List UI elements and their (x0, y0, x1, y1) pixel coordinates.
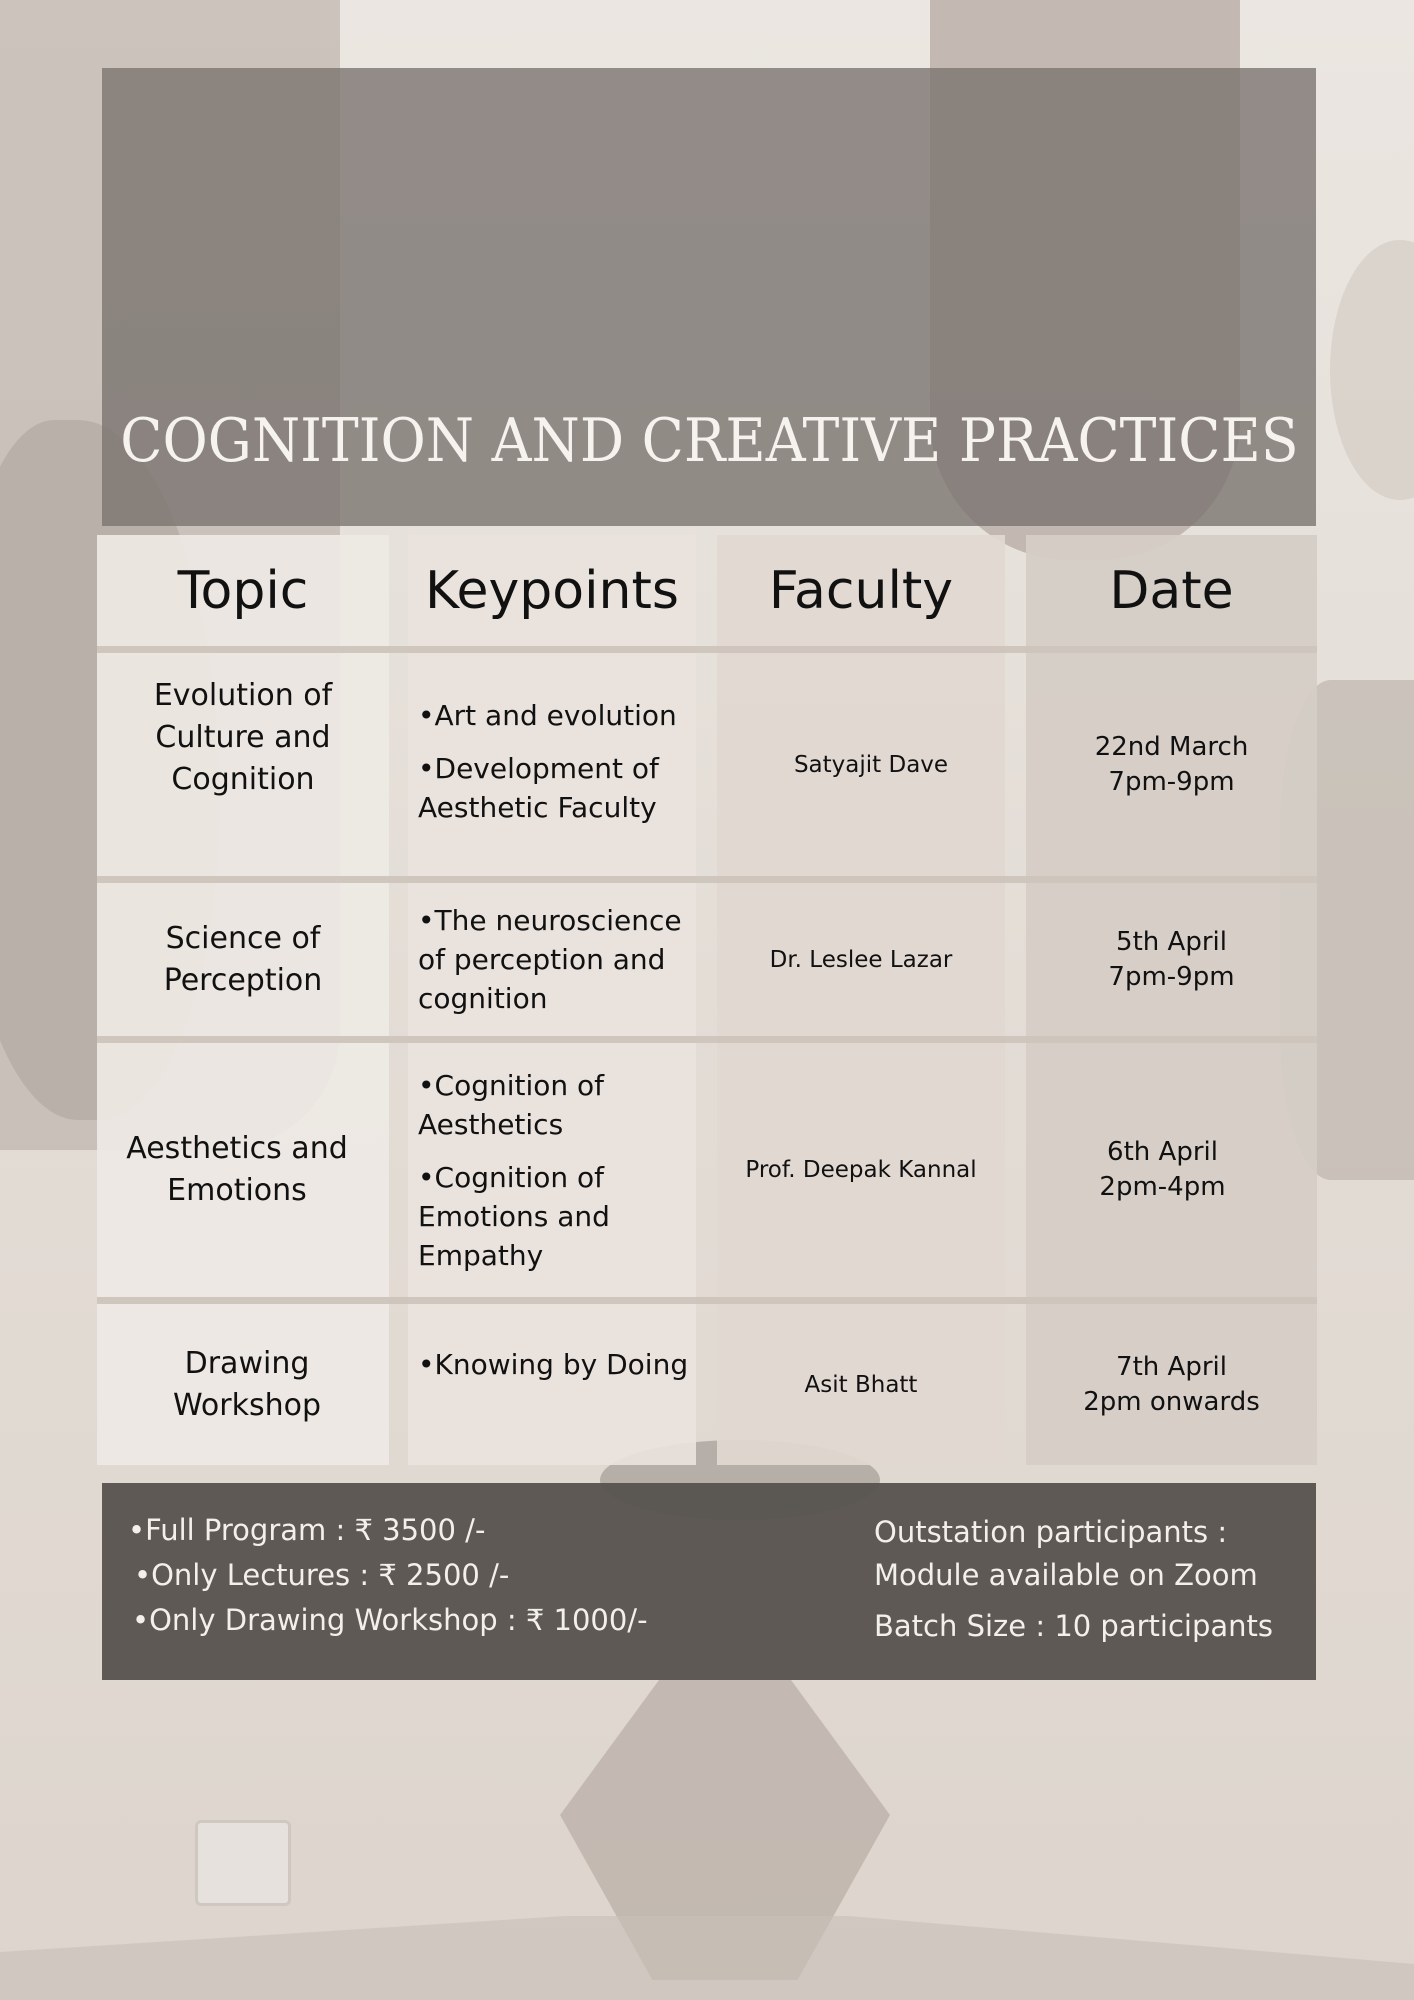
keypoint-line: of perception and (418, 943, 666, 976)
table-row-topic (97, 1304, 397, 1465)
price-drawing-workshop: •Only Drawing Workshop : ₹ 1000/- (132, 1603, 648, 1637)
date-text: 5th April (1116, 926, 1227, 957)
time-text: 7pm-9pm (1108, 766, 1235, 797)
table-row-faculty: Prof. Deepak Kannal (745, 1157, 977, 1183)
table-row-topic (97, 653, 389, 823)
background-socket (195, 1820, 291, 1906)
keypoint-line: Emotions and (418, 1199, 610, 1233)
keypoint-line: •Knowing by Doing (418, 1347, 689, 1381)
price-lectures: •Only Lectures : ₹ 2500 /- (134, 1558, 510, 1592)
keypoint-line: Empathy (418, 1238, 544, 1272)
topic-line: Perception (163, 962, 323, 998)
topic-line: Culture and (155, 720, 331, 755)
header-date: Date (1109, 560, 1234, 621)
batch-size: Batch Size : 10 participants (874, 1609, 1274, 1643)
header-faculty: Faculty (768, 560, 954, 621)
time-text: 2pm onwards (1083, 1386, 1260, 1417)
table-row-keypoints (408, 1304, 696, 1424)
row-divider (97, 646, 1317, 653)
pricing-footer (102, 1483, 1316, 1680)
topic-line: Workshop (172, 1387, 321, 1423)
keypoint-line: Aesthetics (418, 1107, 564, 1141)
topic-line: Science of (165, 920, 321, 956)
table-row-keypoints (408, 1043, 696, 1297)
table-row-date (1026, 883, 1317, 1036)
keypoint-line: cognition (418, 982, 548, 1015)
page-title: COGNITION AND CREATIVE PRACTICES (119, 406, 1299, 476)
topic-line: Aesthetics and (126, 1131, 348, 1166)
row-divider (97, 1036, 1317, 1043)
table-row-topic (97, 883, 389, 1036)
topic-line: Evolution of (153, 678, 333, 713)
keypoint-line: •The neuroscience (418, 904, 682, 937)
price-full-program: •Full Program : ₹ 3500 /- (128, 1513, 486, 1547)
table-row-faculty: Asit Bhatt (804, 1371, 918, 1398)
row-divider (97, 876, 1317, 883)
time-text: 2pm-4pm (1099, 1172, 1226, 1202)
keypoint-line: Aesthetic Faculty (418, 790, 657, 824)
table-row-faculty: Dr. Leslee Lazar (769, 946, 953, 973)
table-row-keypoints (408, 883, 696, 1036)
zoom-note: Module available on Zoom (874, 1558, 1258, 1592)
keypoint-line: •Cognition of (418, 1160, 605, 1194)
outstation-label: Outstation participants : (874, 1515, 1228, 1549)
date-text: 6th April (1107, 1137, 1218, 1167)
keypoint-line: •Art and evolution (418, 698, 677, 732)
date-text: 7th April (1116, 1351, 1227, 1382)
schedule-table (97, 535, 1317, 1465)
table-row-date (1026, 653, 1317, 876)
topic-line: Emotions (167, 1173, 307, 1208)
row-divider (97, 1297, 1317, 1304)
time-text: 7pm-9pm (1108, 961, 1235, 992)
title-banner (102, 68, 1316, 526)
date-text: 22nd March (1094, 731, 1249, 762)
table-row-topic (97, 1043, 377, 1297)
header-topic: Topic (177, 560, 309, 621)
topic-line: Cognition (171, 762, 315, 797)
table-row-keypoints (408, 653, 696, 869)
table-row-date (1017, 1043, 1308, 1297)
table-row-faculty: Satyajit Dave (793, 751, 949, 778)
topic-line: Drawing (184, 1345, 310, 1381)
header-keypoints: Keypoints (425, 560, 679, 621)
keypoint-line: •Development of (418, 751, 659, 785)
keypoint-line: •Cognition of (418, 1068, 605, 1102)
table-row-date (1026, 1304, 1317, 1465)
